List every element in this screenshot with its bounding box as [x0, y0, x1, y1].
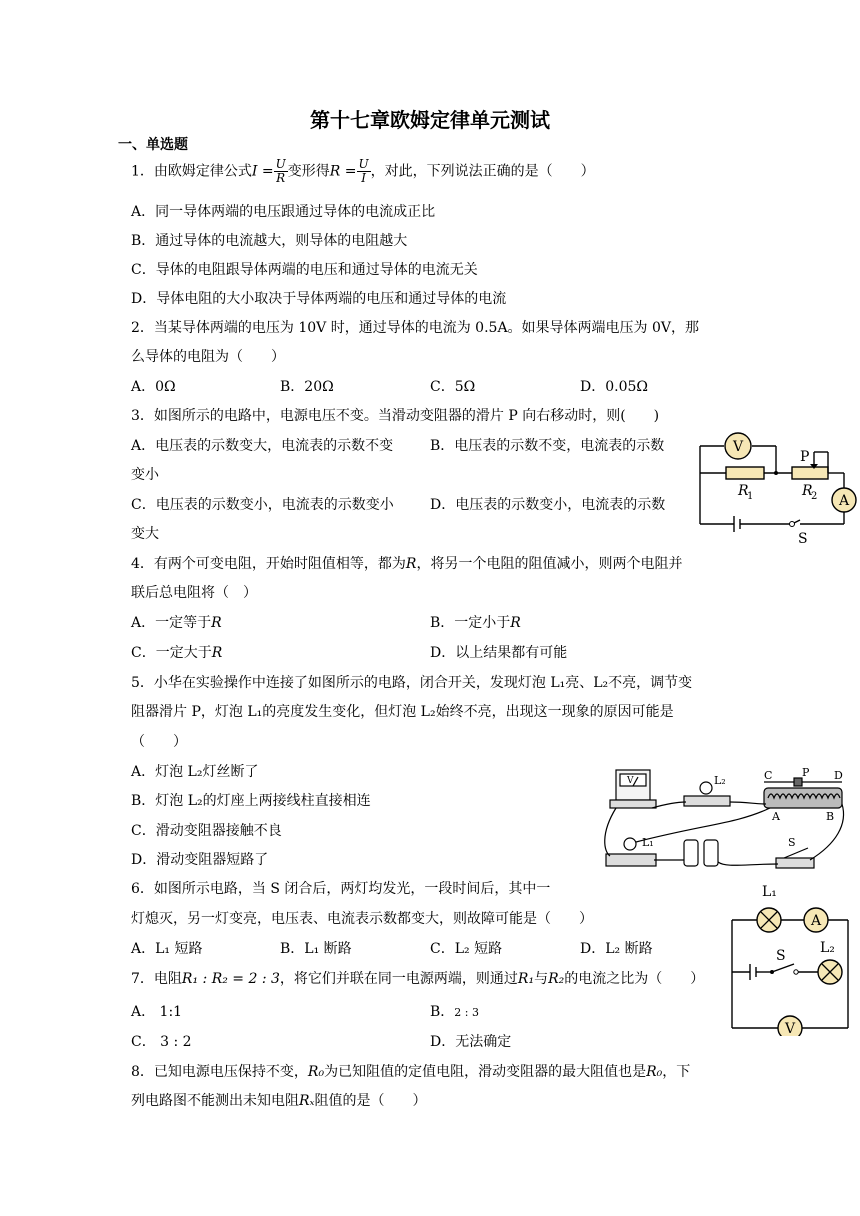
question-5-line-1: 5．小华在实验操作中连接了如图所示的电路，闭合开关，发现灯泡 L₁亮、L₂不亮，调节变 — [131, 675, 693, 691]
q3-option-c: C．电压表的示数变小，电流表的示数变小 — [131, 497, 394, 513]
q7-option-d: D．无法确定 — [430, 1034, 512, 1050]
q4-option-b-r: R — [510, 615, 521, 631]
q5-label-v: V — [627, 776, 634, 786]
question-2-line-2: 么导体的电阻为（ ） — [131, 349, 285, 365]
q5-label-s: S — [788, 836, 796, 849]
q2-option-a: A．0Ω — [131, 379, 176, 395]
q7-suffix: 的电流之比为（ ） — [564, 971, 705, 987]
q7-and: 与 — [534, 971, 549, 987]
q1-suffix: ，对此，下列说法正确的是（ ） — [370, 163, 595, 180]
q5-option-c: C．滑动变阻器接触不良 — [131, 823, 282, 839]
q3-label-r2-sub: 2 — [811, 491, 818, 502]
q3-label-v: V — [732, 439, 744, 455]
q6-label-v: V — [784, 1021, 796, 1036]
q5-label-p: P — [802, 766, 810, 779]
q4-option-a — [131, 613, 222, 633]
q7-ratio: R₁ : R₂ = 2 : 3 — [181, 971, 280, 987]
q8-line2a: 列电路图不能测出未知电阻 — [131, 1093, 299, 1109]
q4-line1a: 4．有两个可变电阻，开始时阻值相等，都为 — [131, 556, 406, 572]
q3-label-r1-sub: 1 — [747, 491, 754, 502]
page-title: 第十七章欧姆定律单元测试 — [310, 108, 550, 132]
q3-option-c-cont: 变大 — [131, 526, 159, 542]
question-5-line-3: （ ） — [131, 734, 187, 750]
q6-label-l2: L₂ — [820, 940, 835, 956]
q1-option-c: C．导体的电阻跟导体两端的电压和通过导体的电流无关 — [131, 262, 478, 278]
q3-option-a-cont: 变小 — [131, 467, 159, 483]
question-6-line-1: 6．如图所示电路，当 S 闭合后，两灯均发光，一段时间后，其中一 — [131, 881, 551, 897]
q1-option-d: D．导体电阻的大小取决于导体两端的电压和通过导体的电流 — [131, 291, 507, 307]
q3-label-r2: R — [802, 483, 813, 499]
question-2-line-1: 2．当某导体两端的电压为 10V 时，通过导体的电流为 0.5A。如果导体两端电压为 0V，那 — [131, 320, 700, 336]
q2-option-d: D．0.05Ω — [580, 379, 649, 395]
question-4-line-1 — [131, 554, 682, 574]
q7-option-a: A． 1:1 — [131, 1004, 183, 1020]
q1-prefix: 1．由欧姆定律公式 — [131, 163, 252, 180]
q5-option-a: A．灯泡 L₂灯丝断了 — [131, 764, 259, 780]
q1-frac2-num: U — [358, 157, 369, 171]
q2-option-b: B．20Ω — [280, 379, 334, 395]
q4-option-b-text: B．一定小于 — [430, 615, 511, 631]
question-1-stem — [131, 158, 595, 185]
q1-formula-rhs: R = — [329, 163, 357, 180]
q6-option-a: A．L₁ 短路 — [131, 941, 203, 957]
q7-option-c: C． 3 : 2 — [131, 1034, 192, 1050]
q2-option-c: C．5Ω — [430, 379, 476, 395]
q5-label-b: B — [826, 810, 835, 823]
q8-rx: Rₓ — [299, 1093, 315, 1109]
q6-label-s: S — [776, 948, 786, 964]
q3-label-a: A — [838, 493, 850, 509]
q3-option-a: A．电压表的示数变大，电流表的示数不变 — [131, 438, 394, 454]
q7-option-b — [430, 1002, 479, 1023]
q5-label-a: A — [772, 810, 780, 823]
q6-label-l1: L₁ — [762, 884, 777, 900]
q5-label-c: C — [764, 769, 773, 782]
q8-line2b: 阻值的是（ ） — [314, 1093, 427, 1109]
q8-line1a: 8．已知电源电压保持不变， — [131, 1064, 308, 1080]
q1-frac1-num: U — [275, 157, 286, 171]
q5-label-l2: L₂ — [714, 774, 726, 787]
q7-r1: R₁ — [517, 971, 535, 987]
q4-option-c-text: C．一定大于 — [131, 645, 212, 661]
q3-label-r1: R — [738, 483, 749, 499]
q4-option-a-r: R — [211, 615, 222, 631]
question-7-stem — [131, 969, 704, 989]
question-5-line-2: 阻器滑片 P，灯泡 L₁的亮度发生变化，但灯泡 L₂始终不亮，出现这一现象的原因可能是 — [131, 704, 674, 720]
q3-circuit-diagram — [694, 428, 860, 550]
q6-label-a: A — [810, 913, 822, 929]
q4-option-d: D．以上结果都有可能 — [430, 645, 568, 661]
q4-line1b: ，将另一个电阻的阻值减小，则两个电阻并 — [416, 556, 683, 572]
q6-option-b: B．L₁ 断路 — [280, 941, 352, 957]
q5-physical-circuit-picture — [596, 764, 850, 874]
q1-fraction-1 — [274, 158, 288, 185]
question-8-line-2 — [131, 1091, 427, 1111]
q4-option-c-r: R — [211, 645, 223, 661]
q1-option-a: A．同一导体两端的电压跟通过导体的电流成正比 — [131, 204, 436, 220]
q3-option-b: B．电压表的示数不变，电流表的示数 — [430, 438, 665, 454]
q4-line1-r: R — [405, 556, 417, 572]
q3-option-d: D．电压表的示数变小，电流表的示数 — [430, 497, 666, 513]
q1-formula-lhs: I = — [251, 163, 274, 180]
q1-frac2-den: I — [361, 171, 366, 185]
q3-label-s: S — [798, 531, 808, 547]
q1-fraction-2 — [357, 158, 371, 185]
q5-option-d: D．滑动变阻器短路了 — [131, 852, 269, 868]
question-4-line-2: 联后总电阻将（ ） — [131, 585, 257, 601]
q7-option-b-value: 2 : 3 — [454, 1006, 479, 1019]
section-heading: 一、单选题 — [118, 137, 188, 153]
q7-prefix: 7．电阻 — [131, 971, 182, 987]
q8-line1b: 为已知阻值的定值电阻，滑动变阻器的最大阻值也是 — [324, 1064, 647, 1080]
q1-mid: 变形得 — [287, 163, 330, 180]
q7-option-b-text: B． — [430, 1004, 455, 1020]
q5-label-l1: L₁ — [642, 836, 654, 849]
q1-frac1-den: R — [276, 171, 286, 185]
q6-option-c: C．L₂ 短路 — [430, 941, 503, 957]
question-3-stem: 3．如图所示的电路中，电源电压不变。当滑动变阻器的滑片 P 向右移动时，则( ) — [131, 408, 660, 424]
q6-circuit-diagram — [724, 876, 854, 1036]
q6-option-d: D．L₂ 断路 — [580, 941, 653, 957]
q8-r0-again: R₀ — [646, 1064, 663, 1080]
q1-option-b: B．通过导体的电流越大，则导体的电阻越大 — [131, 233, 408, 249]
q3-label-p: P — [800, 449, 810, 465]
q5-label-d: D — [834, 769, 843, 782]
q4-option-b — [430, 613, 521, 633]
q4-option-c — [131, 643, 222, 663]
q4-option-a-text: A．一定等于 — [131, 615, 212, 631]
q7-mid: ，将它们并联在同一电源两端，则通过 — [279, 971, 518, 987]
q5-option-b: B．灯泡 L₂的灯座上两接线柱直接相连 — [131, 793, 371, 809]
question-6-line-2: 灯熄灭，另一灯变亮，电压表、电流表示数都变大，则故障可能是（ ） — [131, 911, 593, 927]
q8-line1c: ，下 — [662, 1064, 691, 1080]
question-8-line-1 — [131, 1062, 690, 1082]
q7-r2: R₂ — [548, 971, 565, 987]
q8-r0: R₀ — [307, 1064, 325, 1080]
